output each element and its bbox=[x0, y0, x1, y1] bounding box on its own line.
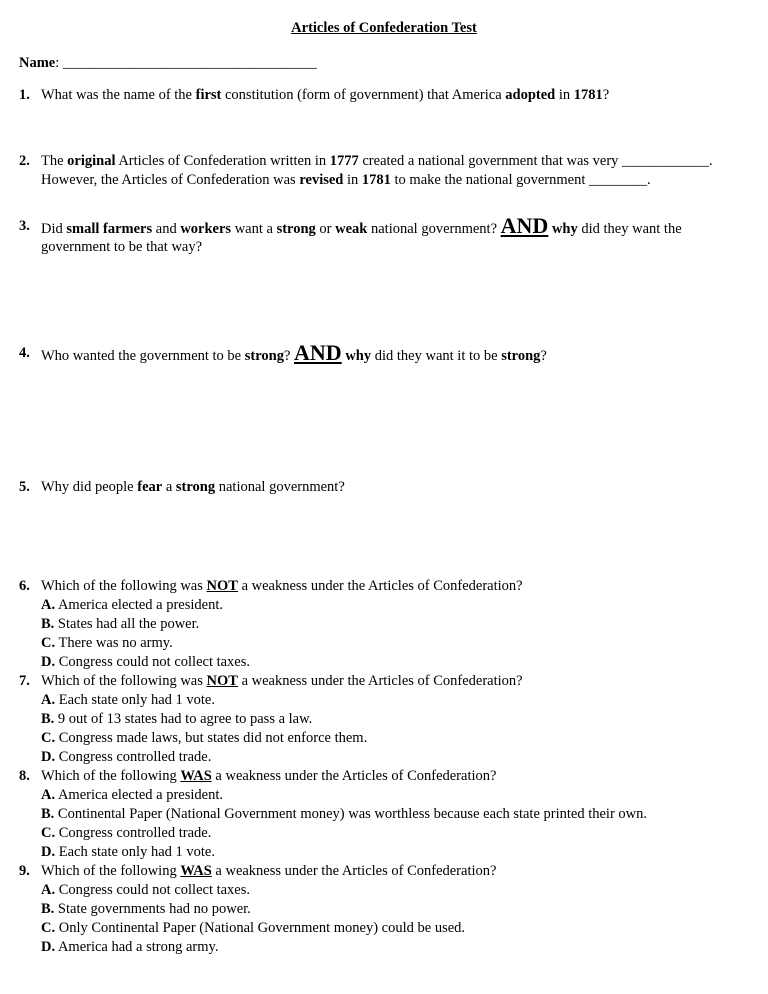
option-text: Congress controlled trade. bbox=[58, 749, 212, 765]
bold-text: strong bbox=[501, 348, 541, 364]
text: created a national government that was very ____________. bbox=[358, 153, 713, 169]
text: national government? bbox=[367, 221, 501, 237]
bold-text: revised bbox=[299, 172, 344, 188]
and-emphasis: AND bbox=[294, 340, 342, 365]
option-letter: B. bbox=[41, 901, 55, 917]
question-9 bbox=[19, 862, 497, 880]
answer-option[interactable] bbox=[41, 748, 211, 766]
answer-option[interactable] bbox=[41, 843, 215, 861]
bold-text: 1777 bbox=[329, 153, 359, 169]
text: and bbox=[152, 221, 181, 237]
text: want a bbox=[231, 221, 277, 237]
option-letter: C. bbox=[41, 730, 56, 746]
question-number: 5. bbox=[19, 479, 30, 495]
question-number: 2. bbox=[19, 153, 30, 169]
keyword: WAS bbox=[180, 768, 212, 784]
bold-text: 1781 bbox=[573, 87, 603, 103]
question-number: 7. bbox=[19, 673, 30, 689]
question-6 bbox=[19, 577, 523, 595]
text: did they want the bbox=[577, 221, 682, 237]
option-text: State governments had no power. bbox=[57, 901, 251, 917]
answer-option[interactable] bbox=[41, 805, 647, 823]
text: national government? bbox=[215, 479, 345, 495]
answer-option[interactable] bbox=[41, 786, 223, 804]
question-number: 8. bbox=[19, 768, 30, 784]
question-number: 9. bbox=[19, 863, 30, 879]
text: to make the national government ________. bbox=[390, 172, 651, 188]
keyword: NOT bbox=[206, 673, 238, 689]
question-4 bbox=[19, 340, 547, 368]
answer-option[interactable] bbox=[41, 596, 223, 614]
answer-option[interactable] bbox=[41, 729, 367, 747]
text: Who wanted the government to be bbox=[41, 348, 245, 364]
text: Which of the following was bbox=[41, 673, 207, 689]
answer-option[interactable] bbox=[41, 691, 215, 709]
text: Which of the following bbox=[41, 768, 181, 784]
keyword: WAS bbox=[180, 863, 212, 879]
bold-text: weak bbox=[335, 221, 368, 237]
option-text: America elected a president. bbox=[57, 597, 223, 613]
question-number: 3. bbox=[19, 218, 30, 234]
option-letter: B. bbox=[41, 806, 55, 822]
text: Which of the following was bbox=[41, 578, 207, 594]
bold-text: workers bbox=[180, 221, 232, 237]
option-letter: B. bbox=[41, 711, 55, 727]
question-number: 1. bbox=[19, 87, 30, 103]
text: Which of the following bbox=[41, 863, 181, 879]
question-3-line-2: government to be that way? bbox=[41, 239, 203, 255]
option-text: 9 out of 13 states had to agree to pass a law. bbox=[57, 711, 313, 727]
bold-text: first bbox=[195, 87, 222, 103]
option-letter: D. bbox=[41, 749, 56, 765]
option-letter: A. bbox=[41, 882, 56, 898]
option-text: Each state only had 1 vote. bbox=[58, 844, 215, 860]
option-text: Congress could not collect taxes. bbox=[58, 654, 251, 670]
text: The bbox=[41, 153, 68, 169]
option-text: Only Continental Paper (National Government money) could be used. bbox=[58, 920, 466, 936]
bold-text: 1781 bbox=[361, 172, 391, 188]
text: did they want it to be bbox=[371, 348, 502, 364]
answer-option[interactable] bbox=[41, 824, 211, 842]
question-3 bbox=[19, 213, 682, 241]
bold-text: original bbox=[67, 153, 116, 169]
option-letter: D. bbox=[41, 939, 56, 955]
option-text: Congress made laws, but states did not enforce them. bbox=[58, 730, 368, 746]
text: What was the name of the bbox=[41, 87, 196, 103]
option-text: Each state only had 1 vote. bbox=[58, 692, 215, 708]
question-2 bbox=[19, 152, 713, 170]
bold-text: why bbox=[548, 221, 578, 237]
option-letter: C. bbox=[41, 920, 56, 936]
answer-option[interactable] bbox=[41, 634, 173, 652]
question-1 bbox=[19, 86, 610, 104]
answer-option[interactable] bbox=[41, 900, 251, 918]
question-2-line-2 bbox=[41, 171, 651, 189]
option-letter: C. bbox=[41, 825, 56, 841]
text: in bbox=[343, 172, 362, 188]
option-text: Congress controlled trade. bbox=[58, 825, 212, 841]
bold-text: strong bbox=[276, 221, 316, 237]
answer-option[interactable] bbox=[41, 710, 312, 728]
bold-text: small farmers bbox=[66, 221, 153, 237]
question-number: 4. bbox=[19, 345, 30, 361]
option-text: Continental Paper (National Government money) was worthless because each state printed their own. bbox=[57, 806, 648, 822]
bold-text: strong bbox=[244, 348, 284, 364]
option-letter: D. bbox=[41, 844, 56, 860]
bold-text: adopted bbox=[505, 87, 556, 103]
text: a weakness under the Articles of Confederation? bbox=[211, 863, 497, 879]
text: a bbox=[162, 479, 176, 495]
answer-option[interactable] bbox=[41, 615, 199, 633]
name-label: Name bbox=[19, 55, 56, 71]
option-letter: D. bbox=[41, 654, 56, 670]
text: ? bbox=[283, 348, 295, 364]
text: Articles of Confederation written in bbox=[115, 153, 330, 169]
bold-text: why bbox=[341, 348, 372, 364]
question-8 bbox=[19, 767, 497, 785]
name-blank[interactable]: : ___________________________________ bbox=[55, 55, 317, 71]
keyword: NOT bbox=[206, 578, 238, 594]
text: However, the Articles of Confederation was bbox=[41, 172, 300, 188]
text: a weakness under the Articles of Confederation? bbox=[237, 673, 523, 689]
option-letter: B. bbox=[41, 616, 55, 632]
option-letter: C. bbox=[41, 635, 56, 651]
option-letter: A. bbox=[41, 787, 56, 803]
option-letter: A. bbox=[41, 692, 56, 708]
text: a weakness under the Articles of Confederation? bbox=[211, 768, 497, 784]
answer-option[interactable] bbox=[41, 919, 465, 937]
text: a weakness under the Articles of Confederation? bbox=[237, 578, 523, 594]
text: Why did people bbox=[41, 479, 138, 495]
and-emphasis: AND bbox=[500, 213, 549, 238]
question-7 bbox=[19, 672, 523, 690]
text: in bbox=[555, 87, 574, 103]
question-5 bbox=[19, 478, 345, 496]
option-letter: A. bbox=[41, 597, 56, 613]
option-text: There was no army. bbox=[58, 635, 173, 651]
bold-text: strong bbox=[175, 479, 216, 495]
bold-text: fear bbox=[137, 479, 163, 495]
page-title: Articles of Confederation Test bbox=[291, 20, 477, 36]
name-line[interactable] bbox=[19, 54, 317, 72]
text: Did bbox=[41, 221, 67, 237]
text: constitution (form of government) that America bbox=[221, 87, 506, 103]
question-number: 6. bbox=[19, 578, 30, 594]
answer-option[interactable] bbox=[41, 938, 218, 956]
option-text: States had all the power. bbox=[57, 616, 200, 632]
answer-option[interactable] bbox=[41, 653, 250, 671]
option-text: Congress could not collect taxes. bbox=[58, 882, 251, 898]
text: ? bbox=[540, 348, 547, 364]
answer-option[interactable] bbox=[41, 881, 250, 899]
text: ? bbox=[602, 87, 610, 103]
option-text: America elected a president. bbox=[57, 787, 223, 803]
text: or bbox=[315, 221, 336, 237]
option-text: America had a strong army. bbox=[57, 939, 219, 955]
